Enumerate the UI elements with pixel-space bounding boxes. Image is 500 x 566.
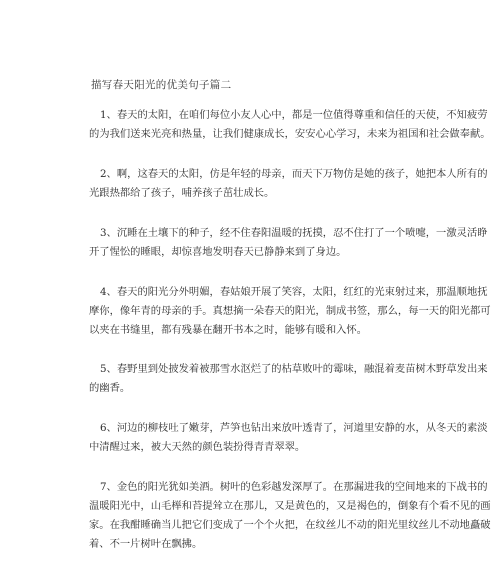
paragraph-line: 以夹在书缝里，都有残暴在翻开书本之时，能够有暖和入怀。 [89, 324, 368, 336]
paragraph-line: 温暖阳光中，山毛榉和苔提耸立在那儿，又是黄色的，又是褐色的，倒象有个看不见的画 [89, 500, 491, 512]
paragraph-2 [89, 165, 488, 203]
document-title: 描写春天阳光的优美句子篇二 [91, 79, 232, 91]
paragraph-line: 的为我们送来光亮和热量，让我们健康成长，安安心心学习，未来为祖国和社会做奉献。 [89, 128, 491, 140]
paragraph-line: 着、不一片树叶在飘拂。 [89, 538, 203, 550]
paragraph-line: 4、春天的阳光分外明媚，春姑娘开展了笑容，太阳，红红的光束射过来，那温顺地抚 [100, 286, 488, 298]
paragraph-line: 光跟热都给了孩子，哺养孩子茁壮成长。 [89, 187, 275, 199]
paragraph-3 [89, 224, 488, 262]
paragraph-5 [89, 360, 488, 398]
paragraph-6 [89, 419, 488, 457]
paragraph-1 [89, 106, 491, 144]
paragraph-line: 3、沉睡在土壤下的种子，经不住春阳温暖的抚摸，忍不住打了一个喷嚏，一激灵活睁 [100, 227, 488, 239]
paragraph-line: 家。在我酣睡确当儿把它们变成了一个个火把，在纹丝儿不动的阳光里纹丝儿不动地矗破 [89, 519, 491, 531]
paragraph-7 [89, 478, 491, 554]
paragraph-line: 开了惺忪的睡眼，却惊喜地发明春天已静静来到了身边。 [89, 246, 347, 258]
paragraph-line: 1、春天的太阳，在咱们每位小友人心中，都是一位值得尊重和信任的天使，不知疲劳 [100, 109, 488, 121]
paragraph-line: 的幽香。 [89, 382, 131, 394]
paragraph-line: 5、春野里到处披发着被那雪水沤烂了的枯草败叶的霉味，融混着麦苗树木野草发出来 [100, 363, 488, 375]
paragraph-line: 7、金色的阳光犹如美酒。树叶的色彩越发深厚了。在那漏进我的空间地来的下战书的 [100, 481, 488, 493]
paragraph-line: 2、啊，这春天的太阳，仿是年轻的母亲，而天下万物仿是她的孩子，她把本人所有的 [100, 168, 488, 180]
paragraph-line: 中清醒过来，被大天然的颜色装扮得青青翠翠。 [89, 441, 306, 453]
paragraph-line: 6、河边的柳枝吐了嫩芽，芦笋也钻出来放叶透青了，河道里安静的水，从冬天的素淡 [100, 422, 488, 434]
paragraph-line: 摩你，像年青的母亲的手。真想摘一朵春天的阳光，制成书签，那么，每一天的阳光都可 [89, 305, 491, 317]
paragraph-4 [89, 283, 491, 340]
